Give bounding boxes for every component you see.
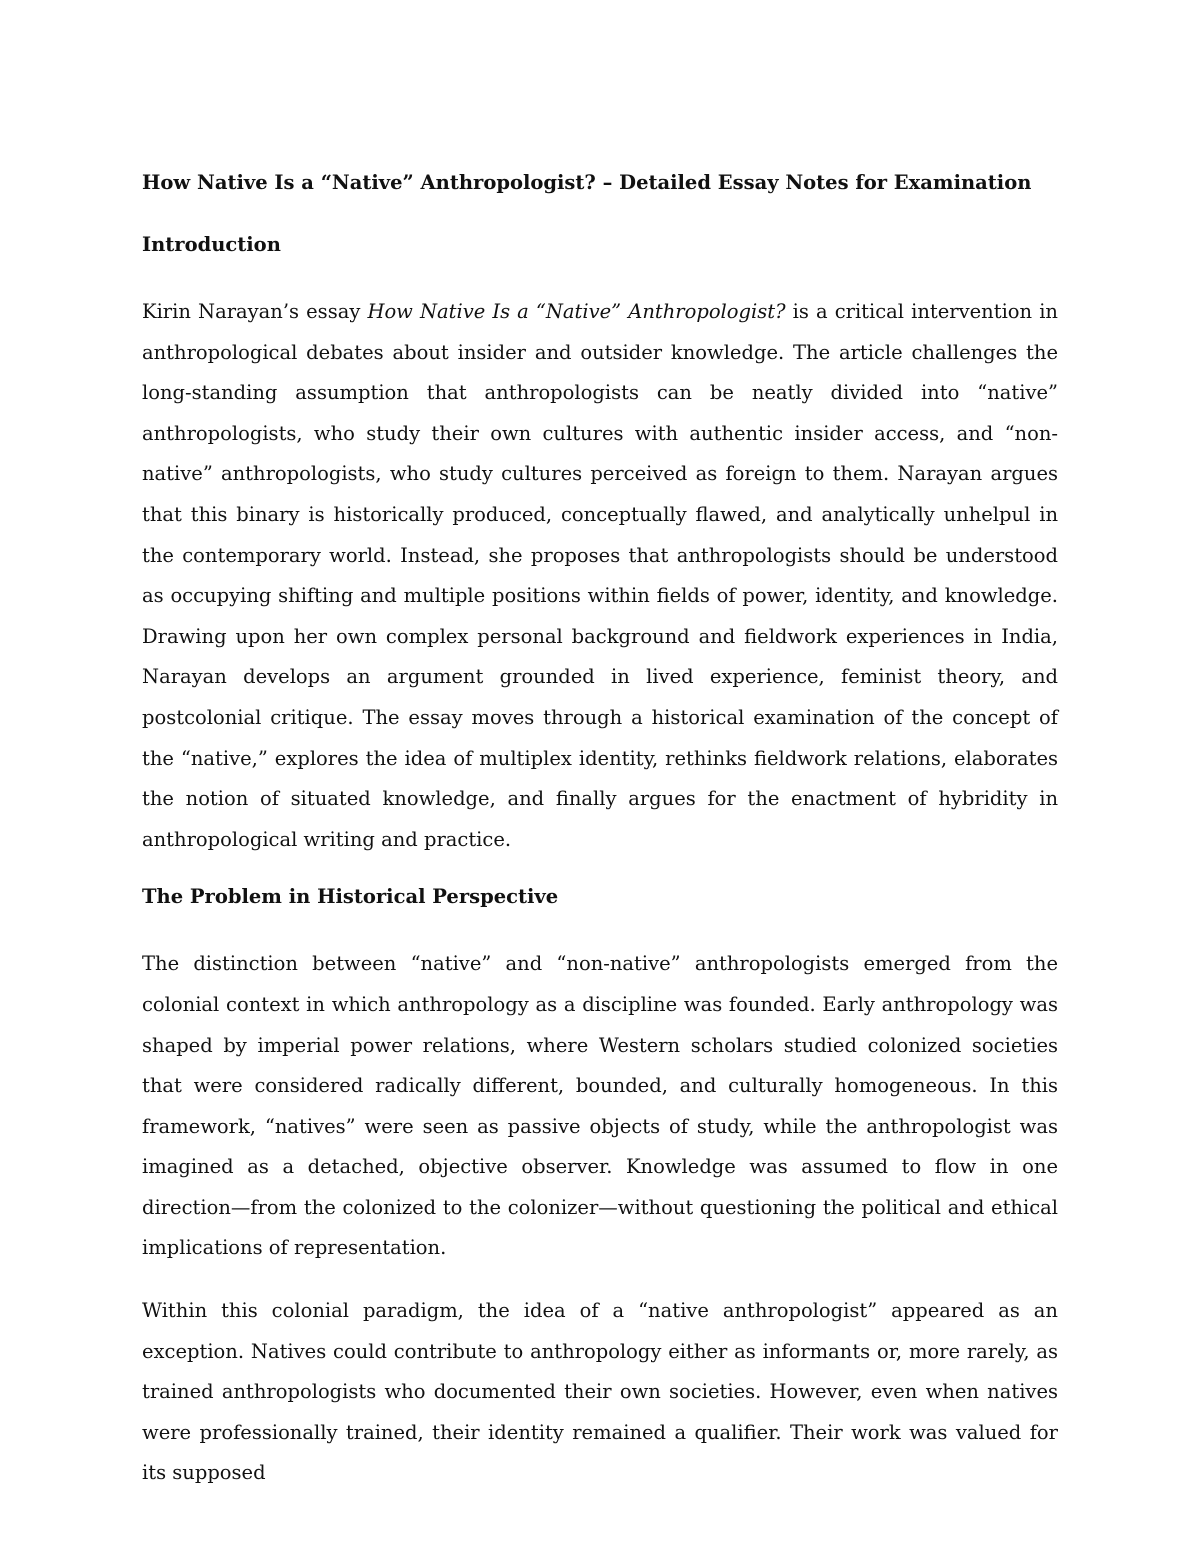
essay-title-italic: How Native Is a “Native” Anthropologist? — [367, 300, 786, 323]
section-heading-introduction: Introduction — [142, 233, 281, 256]
introduction-body-text: is a critical intervention in anthropological debates about insider and outsider knowledge. The article challenges the long-standing assumption that anthropologists can be neatly divided into “native” anthropologists, who study their own cultures with authentic insider access, and “non-native” anthropologists, who study cultures perceived as foreign to them. Narayan argues that this binary is historically produced, conceptually flawed, and analytically unhelpul in the contemporary world. Instead, she proposes that anthropologists should be understood as occupying shifting and multiple positions within fields of power, identity, and knowledge. Drawing upon her own complex personal background and fieldwork experiences in India, Narayan develops an argument grounded in lived experience, feminist theory, and postcolonial critique. The essay moves through a historical examination of the concept of the “native,” explores the idea of multiplex identity, rethinks fieldwork relations, elaborates the notion of situated knowledge, and finally argues for the enactment of hybridity in anthropological writing and practice. — [142, 300, 1058, 851]
introduction-lead-text: Kirin Narayan’s essay — [142, 300, 368, 323]
section-heading-historical-perspective: The Problem in Historical Perspective — [142, 885, 559, 909]
introduction-paragraph — [142, 292, 1058, 860]
document-title: How Native Is a “Native” Anthropologist? – Detailed Essay Notes for Examination — [142, 171, 1032, 194]
historical-paragraph-2: Within this colonial paradigm, the idea of a “native anthropologist” appeared as an exception. Natives could contribute to anthropology either as informants or, more rarely, as trained anthropologists who documented their own societies. However, even when natives were professionally trained, their identity remained a qualifier. Their work was valued for its supposed — [142, 1299, 1058, 1485]
document-page — [142, 168, 1058, 1516]
historical-paragraph-1: The distinction between “native” and “non-native” anthropologists emerged from the colonial context in which anthropology as a discipline was founded. Early anthropology was shaped by imperial power relations, where Western scholars studied colonized societies that were considered radically different, bounded, and culturally homogeneous. In this framework, “natives” were seen as passive objects of study, while the anthropologist was imagined as a detached, objective observer. Knowledge was assumed to flow in one direction—from the colonized to the colonizer—without questioning the political and ethical implications of representation. — [142, 952, 1058, 1260]
